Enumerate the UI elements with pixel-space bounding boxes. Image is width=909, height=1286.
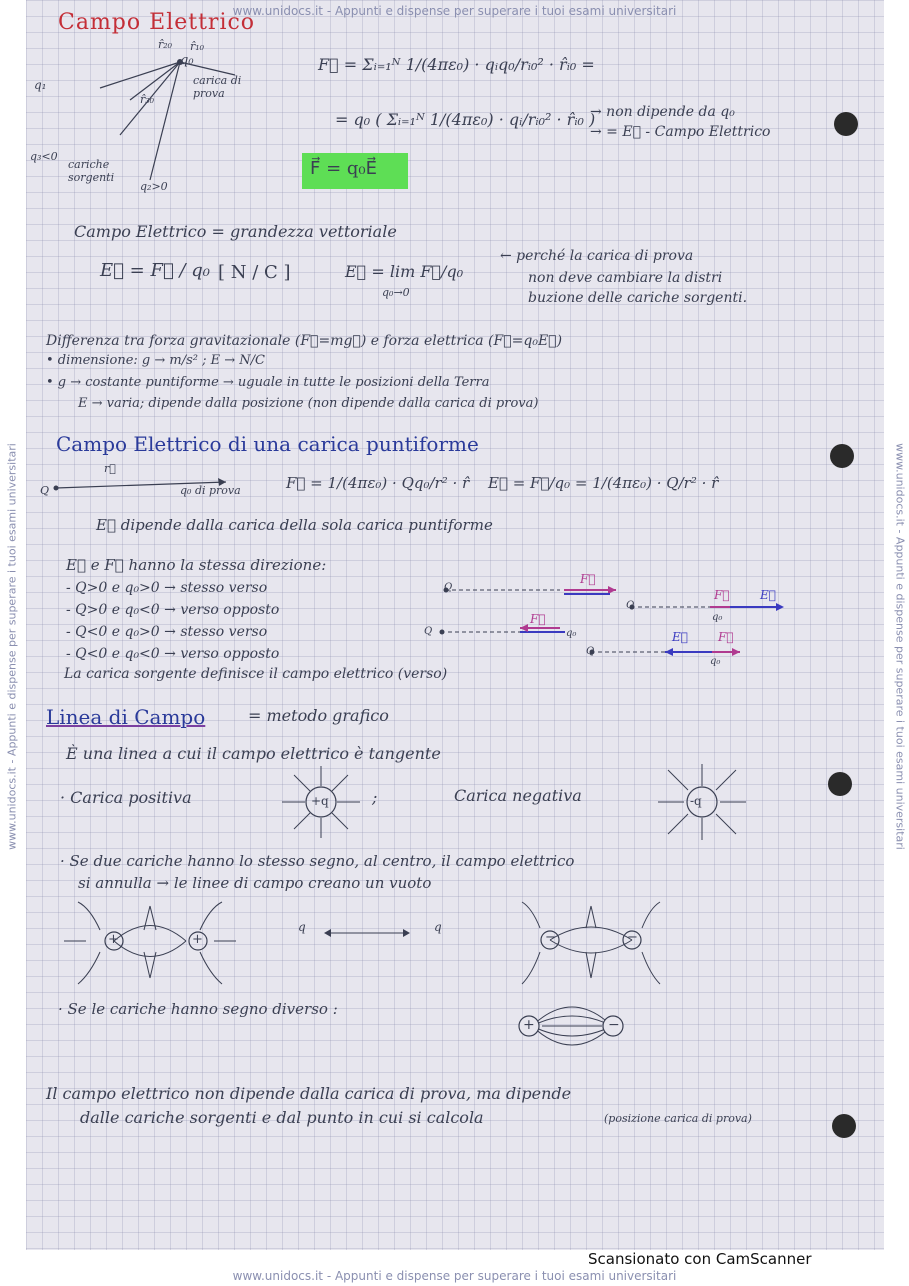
binder-hole <box>830 444 854 468</box>
negative-charge-symbol: -q <box>690 794 702 808</box>
case-4: - Q<0 e q₀<0 → verso opposto <box>66 646 280 662</box>
label-q2: q₂>0 <box>140 180 168 193</box>
binder-hole <box>834 112 858 136</box>
different-sign-heading: · Se le cariche hanno segno diverso : <box>58 1000 338 1018</box>
equation-limit: E⃗ = lim F⃗/q₀ <box>345 262 464 281</box>
case-label-q0: q₀ <box>710 656 721 667</box>
case-label-f: F⃗ <box>714 588 730 602</box>
label-test-charge: carica di prova <box>193 74 242 100</box>
case-label-q: Q <box>586 646 595 657</box>
case-label-q: Q <box>626 600 635 611</box>
case-label-f: F⃗ <box>580 572 596 586</box>
label-r20: r̂₂₀ <box>158 38 173 51</box>
label-source-charges: cariche sorgenti <box>68 158 115 184</box>
note-independent-q0: → non dipende da q₀ <box>590 104 735 120</box>
label-r30: r̂₃₀ <box>140 93 155 106</box>
boxed-equation-f-qe: F⃗ = q₀E⃗ <box>310 158 377 179</box>
case-label-e: E⃗ <box>672 630 688 644</box>
source-charges-diagram <box>30 40 260 200</box>
case-1: - Q>0 e q₀>0 → stesso verso <box>66 580 268 596</box>
case-2: - Q>0 e q₀<0 → verso opposto <box>66 602 280 618</box>
direction-cases-diagram <box>420 565 800 665</box>
scanner-label: Scansionato con CamScanner <box>588 1250 812 1268</box>
negative-charge-field-diagram <box>652 760 752 844</box>
limit-subscript: q₀→0 <box>382 286 410 299</box>
section-title-field-line: Linea di Campo <box>46 705 206 729</box>
equation-field-factor: = q₀ ( Σᵢ₌₁ᴺ 1/(4πε₀) · qᵢ/rᵢ₀² · r̂ᵢ₀ ) <box>335 110 596 129</box>
watermark-right: www.unidocs.it - Appunti e dispense per superare i tuoi esami universitari <box>893 443 907 850</box>
plus-symbol: + <box>192 932 203 947</box>
watermark-left: www.unidocs.it - Appunti e dispense per superare i tuoi esami universitari <box>5 443 19 850</box>
sketch-label-q0: q₀ di prova <box>180 484 241 497</box>
plus-symbol: + <box>108 932 119 947</box>
section-title-point-charge: Campo Elettrico di una carica puntiforme <box>56 432 479 456</box>
field-line-method: = metodo grafico <box>248 706 389 725</box>
repulsion-arrows <box>322 926 412 940</box>
why-line-3: buzione delle cariche sorgenti. <box>528 290 748 306</box>
case-label-f: F⃗ <box>530 612 546 626</box>
label-q-left: q <box>298 920 306 934</box>
bullet-e-varies: E → varia; dipende dalla posizione (non dipende dalla carica di prova) <box>78 396 539 411</box>
bullet-dimension: • dimensione: g → m/s² ; E → N/C <box>46 353 265 368</box>
section-title-campo-elettrico: Campo Elettrico <box>58 10 256 35</box>
case-label-q: Q <box>424 626 433 637</box>
same-sign-line-2: si annulla → le linee di campo creano un vuoto <box>78 874 432 892</box>
label-negative-charge: Carica negativa <box>454 786 582 805</box>
case-label-f: F⃗ <box>718 630 734 644</box>
label-positive-charge: · Carica positiva <box>60 788 192 807</box>
difference-heading: Differenza tra forza gravitazionale (F⃗=mg⃗) e forza elettrica (F⃗=q₀E⃗) <box>46 333 563 349</box>
positive-charge-symbol: +q <box>311 794 329 808</box>
label-q0: q₀ <box>180 53 194 68</box>
sketch-label-q: Q <box>40 484 50 497</box>
binder-hole <box>832 1114 856 1138</box>
final-line-3: (posizione carica di prova) <box>604 1112 752 1125</box>
label-r10: r̂₁₀ <box>190 40 205 53</box>
sketch-label-r: r⃗ <box>104 462 116 475</box>
label-q-right: q <box>434 920 442 934</box>
final-line-1: Il campo elettrico non dipende dalla carica di prova, ma dipende <box>46 1084 572 1103</box>
bullet-g-constant: • g → costante puntiforme → uguale in tutte le posizioni della Terra <box>46 375 490 390</box>
case-label-q0: q₀ <box>712 612 723 623</box>
dipole-plus: + <box>523 1017 535 1033</box>
case-label-q0: q₀ <box>566 628 577 639</box>
field-definition: Campo Elettrico = grandezza vettoriale <box>74 222 397 241</box>
unit-n-per-c: [ N / C ] <box>218 262 291 283</box>
field-dependence: E⃗ dipende dalla carica della sola carica puntiforme <box>96 516 493 534</box>
minus-symbol: − <box>545 930 556 945</box>
binder-hole <box>828 772 852 796</box>
case-label-e: E⃗ <box>760 588 776 602</box>
note-electric-field: → = E⃗ - Campo Elettrico <box>590 124 771 140</box>
same-direction-heading: E⃗ e F⃗ hanno la stessa direzione: <box>66 556 327 574</box>
equation-e-over-q0: E⃗ = F⃗ / q₀ <box>100 260 211 281</box>
watermark-top: www.unidocs.it - Appunti e dispense per superare i tuoi esami universitari <box>232 4 677 18</box>
watermark-bottom: www.unidocs.it - Appunti e dispense per superare i tuoi esami universitari <box>232 1269 677 1283</box>
equation-point-field: E⃗ = F⃗/q₀ = 1/(4πε₀) · Q/r² · r̂ <box>488 474 719 492</box>
label-q1: q₁ <box>34 78 47 92</box>
why-line-1: ← perché la carica di prova <box>500 248 694 264</box>
label-q3: q₃<0 <box>30 150 58 163</box>
why-line-2: non deve cambiare la distri <box>528 270 723 286</box>
same-sign-line-1: · Se due cariche hanno lo stesso segno, al centro, il campo elettrico <box>60 852 575 870</box>
equation-force-sum: F⃗ = Σᵢ₌₁ᴺ 1/(4πε₀) · qᵢq₀/rᵢ₀² · r̂ᵢ₀ = <box>318 55 595 74</box>
source-defines-field: La carica sorgente definisce il campo elettrico (verso) <box>64 666 448 682</box>
case-label-q: Q <box>444 582 453 593</box>
two-negative-charges-diagram <box>516 900 666 990</box>
minus-symbol: − <box>627 930 638 945</box>
field-line-definition: È una linea a cui il campo elettrico è tangente <box>66 744 441 763</box>
case-3: - Q<0 e q₀>0 → stesso verso <box>66 624 268 640</box>
final-line-2: dalle cariche sorgenti e dal punto in cui si calcola <box>80 1108 484 1127</box>
equation-coulomb-force: F⃗ = 1/(4πε₀) · Qq₀/r² · r̂ <box>286 474 470 492</box>
dipole-minus: − <box>608 1017 620 1033</box>
two-positive-charges-diagram <box>60 900 240 990</box>
separator: ; <box>372 788 378 807</box>
